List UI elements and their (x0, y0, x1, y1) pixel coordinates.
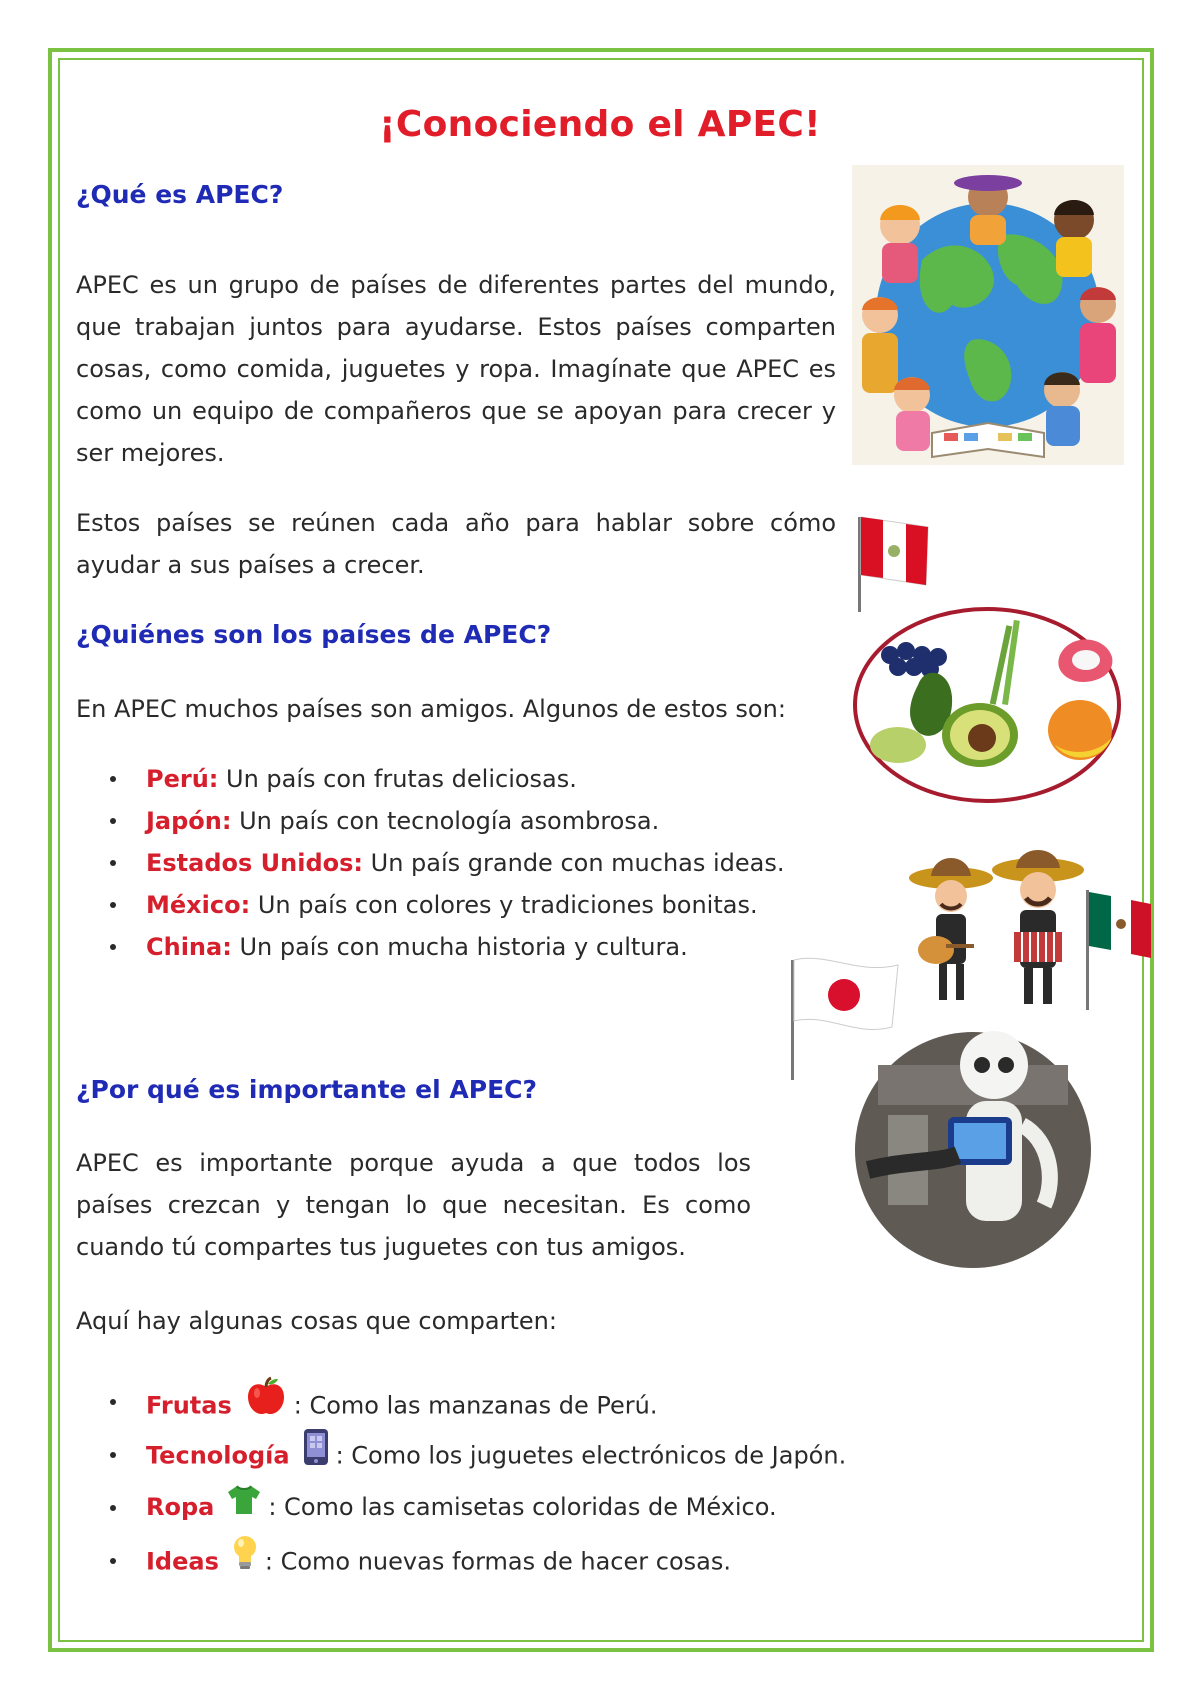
shared-name: Frutas (146, 1391, 232, 1420)
tshirt-icon (226, 1482, 262, 1535)
paragraph-shared-intro: Aquí hay algunas cosas que comparten: (76, 1307, 557, 1335)
list-item-clothes (110, 1481, 846, 1534)
heading-who-are-countries: ¿Quiénes son los países de APEC? (76, 620, 552, 649)
country-description: Un país con tecnología asombrosa. (231, 807, 660, 835)
list-item-mexico (110, 884, 785, 926)
country-name: Japón: (146, 807, 232, 835)
paragraph-countries-intro: En APEC muchos países son amigos. Algunos de estos son: (76, 695, 786, 723)
country-description: Un país con mucha historia y cultura. (231, 933, 688, 961)
country-name: China: (146, 933, 232, 961)
peru-fruits-illustration (850, 505, 1140, 805)
shared-name: Tecnología (146, 1441, 290, 1470)
japan-robot-illustration (788, 955, 1098, 1275)
country-name: Perú: (146, 765, 219, 793)
heading-what-is-apec: ¿Qué es APEC? (76, 180, 284, 209)
list-item-peru (110, 758, 785, 800)
country-description: Un país con colores y tradiciones bonitas. (250, 891, 758, 919)
shared-description: : Como los juguetes electrónicos de Japón. (335, 1441, 847, 1470)
heading-why-important: ¿Por qué es importante el APEC? (76, 1075, 537, 1104)
page-title: ¡Conociendo el APEC! (379, 104, 821, 145)
country-name: Estados Unidos: (146, 849, 364, 877)
shared-description: : Como las manzanas de Perú. (293, 1391, 658, 1420)
list-item-technology (110, 1428, 846, 1481)
shared-name: Ropa (146, 1493, 215, 1521)
country-description: Un país grande con muchas ideas. (363, 849, 785, 877)
phone-icon (302, 1428, 330, 1485)
lightbulb-icon (231, 1534, 259, 1591)
shared-name: Ideas (146, 1547, 219, 1576)
country-description: Un país con frutas deliciosas. (218, 765, 577, 793)
shared-description: : Como nuevas formas de hacer cosas. (264, 1547, 731, 1576)
paragraph-why-important: APEC es importante porque ayuda a que todos los países crezcan y tengan lo que necesitan. Es como cuando tú compartes tus juguetes con tus amigos. (76, 1149, 751, 1261)
paragraph-what-is-apec: APEC es un grupo de países de diferentes partes del mundo, que trabajan juntos para ayudarse. Estos países comparten cosas, como comida, juguetes y ropa. Imagínate que APEC es como un equipo de compañeros que se apoyan para crecer y ser mejores. (76, 271, 836, 467)
list-item-fruits (110, 1375, 846, 1428)
shared-description: : Como las camisetas coloridas de México. (268, 1493, 777, 1521)
list-item-usa (110, 842, 785, 884)
paragraph-annual-meeting: Estos países se reúnen cada año para hablar sobre cómo ayudar a sus países a crecer. (76, 509, 836, 579)
country-name: México: (146, 891, 251, 919)
list-item-china (110, 926, 785, 968)
shared-things-list (110, 1375, 846, 1587)
children-globe-illustration (852, 165, 1124, 465)
list-item-ideas (110, 1534, 846, 1587)
country-list (110, 758, 785, 968)
list-item-japan (110, 800, 785, 842)
